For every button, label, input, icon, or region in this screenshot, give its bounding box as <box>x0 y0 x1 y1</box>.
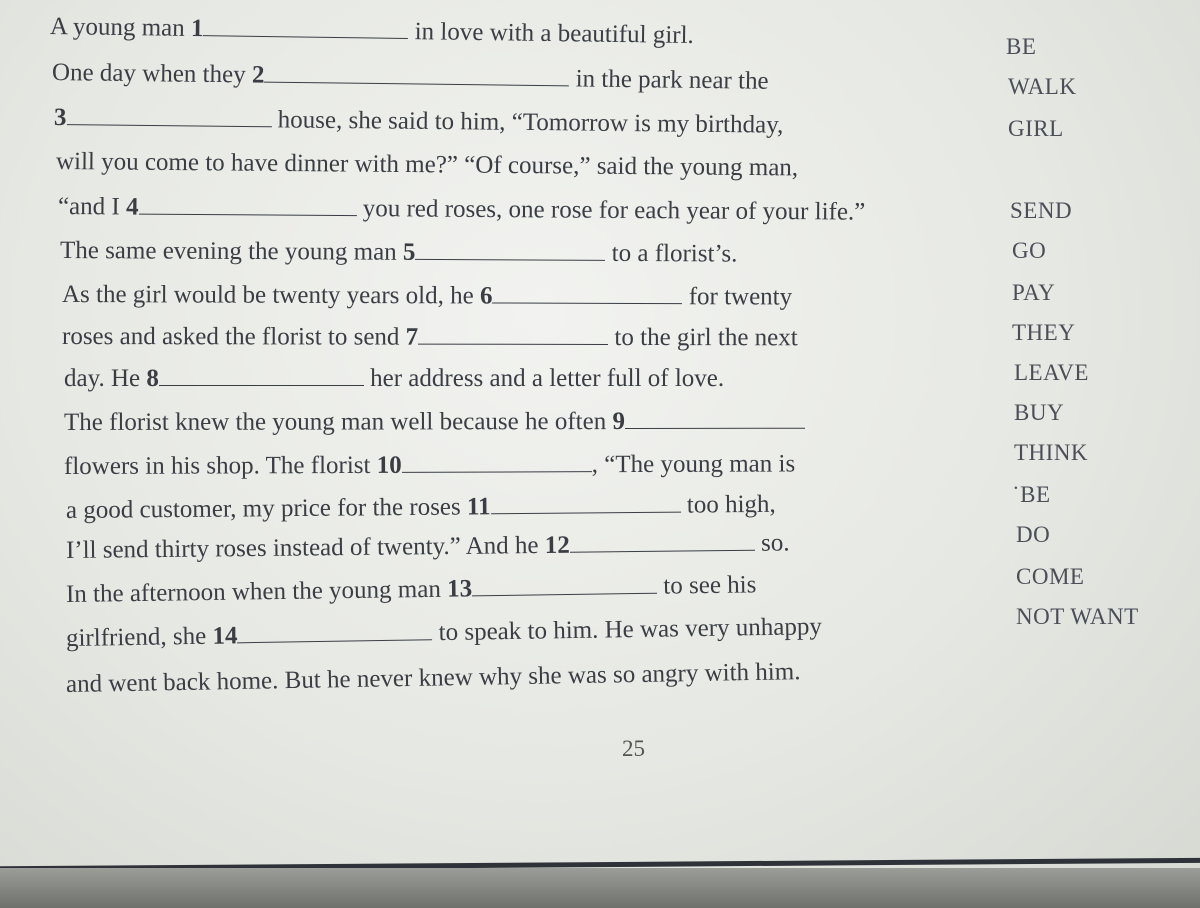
word-bank-item: SEND <box>1010 198 1072 224</box>
gap-number: 1 <box>191 15 204 42</box>
exercise-line-10 <box>64 407 805 438</box>
gap-number: 2 <box>252 61 265 88</box>
answer-blank[interactable] <box>203 15 408 39</box>
exercise-line-14 <box>66 570 757 610</box>
line-text: flowers in his shop. The florist <box>64 452 377 480</box>
line-text: to speak to him. He was very unhappy <box>432 613 822 646</box>
word-bank-item: COME <box>1016 564 1084 590</box>
line-text: “and I <box>58 193 126 220</box>
line-text: One day when they <box>52 59 252 88</box>
word-bank-item: BUY <box>1014 400 1064 426</box>
word-bank-item: NOT WANT <box>1016 604 1139 630</box>
exercise-line-16 <box>66 657 801 700</box>
line-text: you red roses, one rose for each year of your life.” <box>356 195 865 226</box>
word-bank-item: DO <box>1016 522 1050 548</box>
answer-blank[interactable] <box>492 283 682 305</box>
gap-number: 4 <box>126 193 139 220</box>
line-text: her address and a letter full of love. <box>364 365 724 392</box>
answer-blank[interactable] <box>138 194 356 217</box>
answer-blank[interactable] <box>159 365 364 386</box>
exercise-line-4 <box>56 147 798 183</box>
line-text: The same evening the young man <box>60 237 403 266</box>
exercise-line-6 <box>60 236 738 270</box>
line-text: As the girl would be twenty years old, he <box>62 281 480 309</box>
line-text: in love with a beautiful girl. <box>408 18 694 49</box>
word-bank-item: ˙BE <box>1012 482 1051 508</box>
word-bank-item: THEY <box>1012 320 1075 346</box>
line-text: in the park near the <box>569 65 769 94</box>
exercise-line-9 <box>64 364 724 394</box>
line-text: day. He <box>64 365 146 392</box>
line-text: to see his <box>657 571 757 599</box>
answer-blank[interactable] <box>402 451 592 473</box>
line-text: , “The young man is <box>592 450 796 478</box>
word-bank-item: LEAVE <box>1014 360 1089 386</box>
line-text: roses and asked the florist to send <box>62 323 406 351</box>
exercise-line-12 <box>66 490 776 526</box>
line-text: to the girl the next <box>608 324 798 351</box>
line-text: house, she said to him, “Tomorrow is my birthday, <box>271 106 783 138</box>
page-number: 25 <box>622 736 645 762</box>
exercise-line-5 <box>58 192 866 228</box>
answer-blank[interactable] <box>570 530 755 553</box>
line-text: to a florist’s. <box>605 240 737 268</box>
exercise-line-3 <box>54 103 784 141</box>
gap-number: 9 <box>612 408 625 435</box>
exercise-line-1 <box>50 12 694 51</box>
exercise-line-7 <box>62 280 792 313</box>
line-text: I’ll send thirty roses instead of twenty.” And he <box>66 532 545 564</box>
gap-number: 14 <box>212 622 237 649</box>
answer-blank[interactable] <box>264 62 569 87</box>
exercise-line-8 <box>62 322 798 353</box>
exercise-line-13 <box>66 528 790 566</box>
answer-blank[interactable] <box>415 239 605 261</box>
answer-blank[interactable] <box>625 408 805 429</box>
word-bank-item: GIRL <box>1008 116 1064 142</box>
answer-blank[interactable] <box>418 324 608 345</box>
line-text: The florist knew the young man well because he often <box>64 408 612 436</box>
word-bank-item: THINK <box>1014 440 1088 466</box>
gap-number: 13 <box>447 575 472 602</box>
gap-number: 10 <box>377 452 402 479</box>
line-text: girlfriend, she <box>66 623 213 652</box>
answer-blank[interactable] <box>237 619 432 643</box>
exercise-line-2 <box>52 58 769 97</box>
gap-number: 12 <box>545 532 570 559</box>
gap-number: 3 <box>54 104 67 131</box>
line-text: a good customer, my price for the roses <box>66 494 467 524</box>
word-bank-item: PAY <box>1012 280 1055 306</box>
answer-blank[interactable] <box>490 492 680 515</box>
line-text: will you come to have dinner with me?” “Of course,” said the young man, <box>56 148 798 181</box>
word-bank-item: BE <box>1006 34 1036 60</box>
line-text: too high, <box>680 491 775 519</box>
line-text: and went back home. But he never knew why she was so angry with him. <box>66 658 801 698</box>
gap-number: 5 <box>403 239 416 266</box>
gap-number: 8 <box>146 365 159 392</box>
answer-blank[interactable] <box>66 104 271 127</box>
line-text: for twenty <box>682 283 792 310</box>
exercise-line-11 <box>64 449 795 482</box>
gap-number: 11 <box>467 493 491 520</box>
exercise-line-15 <box>66 612 822 654</box>
word-bank-item: WALK <box>1008 74 1076 100</box>
word-bank-item: GO <box>1012 238 1046 264</box>
line-text: A young man <box>50 13 191 42</box>
page-bottom-shadow <box>0 868 1200 908</box>
answer-blank[interactable] <box>472 573 657 597</box>
line-text: In the afternoon when the young man <box>66 576 447 608</box>
gap-number: 6 <box>480 282 493 309</box>
gap-number: 7 <box>406 324 419 351</box>
line-text: so. <box>755 529 790 556</box>
